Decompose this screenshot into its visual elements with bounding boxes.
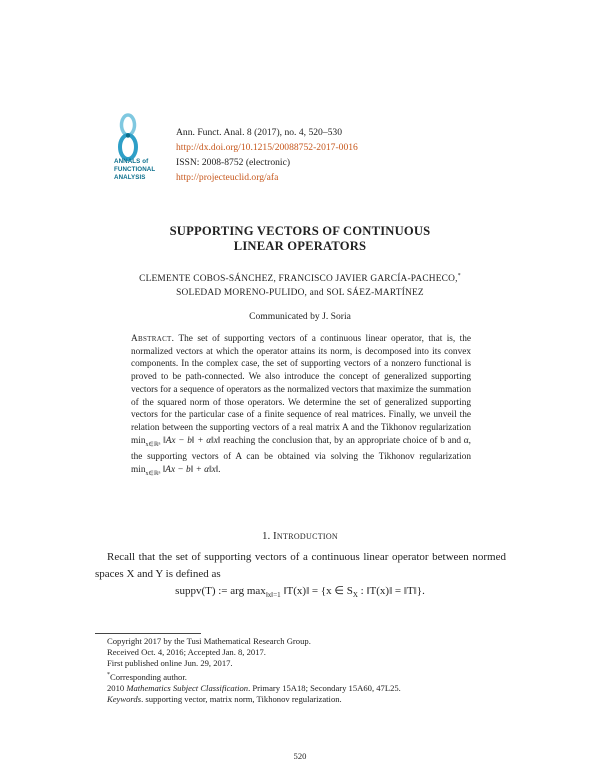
msc-label: Mathematics Subject Classification (126, 682, 249, 693)
formula-rhs: ‖T(x)‖ = {x ∈ S (283, 585, 353, 597)
corresponding-mark: * (457, 273, 461, 279)
authors-line-1-text: CLEMENTE COBOS-SÁNCHEZ, FRANCISCO JAVIER GARCÍA-PACHECO, (139, 274, 458, 285)
corresponding-footnote-mark: * (107, 671, 110, 678)
formula-sub-2: X (352, 591, 358, 600)
logo-line-1: ANNALS of (114, 158, 149, 165)
abstract-text-1: The set of supporting vectors of a continuous linear operator, that is, the normalized vectors at which the operator attains its norm, is decomposed into its convex components. In the complex case, the set of supporting vectors of a nonzero functional is proved to be path-connected. We also introduce the concept of generalized supporting vectors for a sequence of operators as the normalized vectors that maximize the summation of the squared norm of those operators. We determine the set of generalized supporting vectors for the particular case of a finite sequence of real matrices. Finally, we unveil the relation between the supporting vectors of a real matrix A and the Tikhonov regularization min (131, 334, 471, 446)
keywords-label: Keywords (107, 693, 142, 704)
formula-lhs: suppv(T) := arg max (175, 585, 266, 597)
paper-title (0, 224, 600, 253)
journal-logo (112, 113, 162, 193)
abstract-label: Abstract. (131, 334, 175, 344)
title-line-2: LINEAR OPERATORS (233, 238, 367, 253)
received-date: Received Oct. 4, 2016; Accepted Jan. 8, 2017. (107, 647, 266, 658)
abstract (131, 333, 471, 480)
abstract-text-2: reaching the conclusion that, by an appropriate choice of b and α, the supporting vectors of A can be obtained via solving the Tikhonov regularization min (131, 435, 472, 475)
formula-sub: ‖x‖=1 (265, 591, 281, 600)
abstract-sub-1: x∈ℝⁿ (145, 441, 161, 448)
authors-line-2: SOLEDAD MORENO-PULIDO, and SOL SÁEZ-MARTÍNEZ (176, 287, 424, 298)
keywords (107, 694, 517, 705)
copyright: Copyright 2017 by the Tusi Mathematical Research Group. (107, 636, 311, 646)
section-heading (0, 530, 600, 542)
msc-classification (107, 683, 517, 694)
abstract-expr-1: ‖Ax − b‖ + α‖x‖ (160, 435, 221, 446)
published-date: First published online Jun. 29, 2017. (107, 658, 233, 669)
title-line-1: SUPPORTING VECTORS OF CONTINUOUS (169, 224, 431, 238)
authors-line-1 (0, 270, 600, 287)
section-title: Introduction (272, 530, 339, 542)
page-number: 520 (293, 751, 307, 761)
msc-year: 2010 (107, 682, 127, 693)
keywords-value: . supporting vector, matrix norm, Tikhonov regularization. (141, 693, 342, 704)
formula-rhs-2: : ‖T(x)‖ = ‖T‖}. (357, 585, 425, 597)
doi-link[interactable]: http://dx.doi.org/10.1215/20088752-2017-0016 (176, 142, 358, 153)
abstract-sub-2: x∈ℝⁿ (145, 470, 161, 477)
msc-value: . Primary 15A18; Secondary 15A60, 47L25. (248, 682, 401, 693)
logo-line-3: ANALYSIS (114, 174, 146, 181)
journal-url-link[interactable]: http://projecteuclid.org/afa (176, 172, 279, 183)
logo-line-2: FUNCTIONAL (114, 166, 156, 173)
footnote-rule (95, 633, 201, 634)
intro-paragraph: Recall that the set of supporting vectors of a continuous linear operator between normed spaces X and Y is defined as (95, 551, 506, 580)
footnotes (107, 636, 517, 705)
abstract-expr-2: ‖Ax − b‖ + α‖x‖. (160, 464, 221, 475)
infinity-eight-icon (112, 113, 162, 163)
section-number: 1. (261, 530, 271, 542)
communicated-by: Communicated by J. Soria (249, 311, 351, 322)
authors (0, 270, 600, 300)
corresponding-author (107, 670, 517, 683)
citation: Ann. Funct. Anal. 8 (2017), no. 4, 520–530 (176, 127, 343, 138)
issn: ISSN: 2008-8752 (electronic) (176, 157, 291, 168)
suppv-formula (0, 584, 600, 599)
journal-info (176, 125, 358, 185)
corresponding-text: Corresponding author. (110, 671, 187, 682)
